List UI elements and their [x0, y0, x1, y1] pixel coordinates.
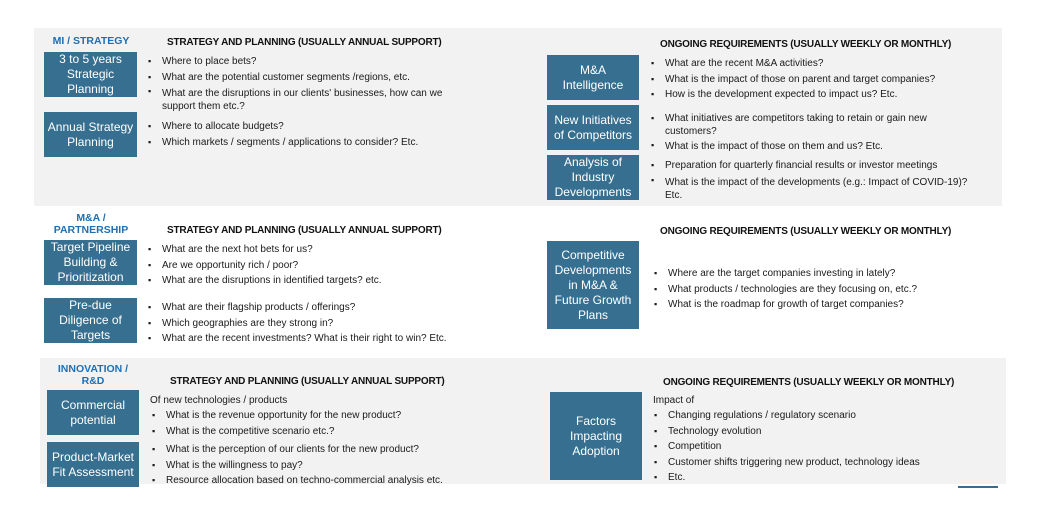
strategy-header: STRATEGY AND PLANNING (USUALLY ANNUAL SUPPORT)	[167, 37, 442, 48]
list-item: ▪ What are the disruptions in our clients' businesses, how can we support them etc.?	[146, 85, 466, 113]
section-label-mi-strategy: MI / STRATEGY	[52, 35, 130, 47]
list-item: ▪ What is the impact of the developments (e.g.: Impact of COVID-19)? Etc.	[649, 174, 979, 202]
list-item: ▪ What products / technologies are they focusing on, etc.?	[652, 282, 972, 298]
ongoing-header: ONGOING REQUIREMENTS (USUALLY WEEKLY OR MONTHLY)	[660, 39, 952, 50]
bullets-strategic-planning	[146, 54, 466, 113]
list-item: ▪ Competition	[652, 439, 972, 455]
list-item: ▪ Resource allocation based on techno-commercial analysis etc.	[150, 473, 470, 489]
list-item: ▪ What are the potential customer segments /regions, etc.	[146, 70, 466, 86]
section-label-innovation-rd: INNOVATION / R&D	[57, 363, 129, 387]
list-item: ▪ What are the recent investments? What is their right to win? Etc.	[146, 331, 476, 347]
list-item: ▪ What is the impact of those on them and us? Etc.	[649, 138, 969, 155]
list-item: ▪ Changing regulations / regulatory scenario	[652, 408, 972, 424]
box-3-5-year-strategic-planning: 3 to 5 years Strategic Planning	[44, 52, 137, 97]
list-item: ▪ What is the willingness to pay?	[150, 458, 470, 474]
list-item: ▪ How is the development expected to impact us? Etc.	[649, 87, 979, 103]
list-item: ▪ Which markets / segments / applications to consider? Etc.	[146, 135, 466, 151]
list-item: ▪ What is the revenue opportunity for the new product?	[150, 408, 470, 424]
list-item: ▪ What are the disruptions in identified targets? etc.	[146, 273, 466, 289]
box-commercial-potential: Commercial potential	[47, 390, 139, 435]
list-item: ▪ Which geographies are they strong in?	[146, 316, 476, 332]
list-item: ▪ What are the next hot bets for us?	[146, 242, 466, 258]
list-item: ▪ What are their flagship products / offerings?	[146, 300, 476, 316]
bullets-product-market-fit	[150, 442, 470, 489]
list-item: ▪ Where to allocate budgets?	[146, 119, 466, 135]
list-item: ▪ What is the competitive scenario etc.?	[150, 424, 470, 440]
list-item: ▪ Are we opportunity rich / poor?	[146, 258, 466, 274]
box-factors-impacting-adoption: Factors Impacting Adoption	[550, 392, 642, 480]
box-product-market-fit: Product-Market Fit Assessment	[47, 442, 139, 487]
ongoing-header: ONGOING REQUIREMENTS (USUALLY WEEKLY OR MONTHLY)	[660, 226, 952, 237]
bullets-new-initiatives	[649, 112, 969, 155]
box-ma-intelligence: M&A Intelligence	[547, 55, 639, 100]
strategy-header: STRATEGY AND PLANNING (USUALLY ANNUAL SUPPORT)	[170, 376, 445, 387]
box-analysis-of-industry-developments: Analysis of Industry Developments	[547, 155, 639, 200]
bullets-industry-developments	[649, 158, 979, 202]
bullets-ma-intelligence	[649, 56, 979, 103]
list-item: ▪ Where are the target companies investing in lately?	[652, 266, 972, 282]
box-competitive-developments: Competitive Developments in M&A & Future Growth Plans	[547, 241, 639, 329]
bullets-factors-impacting-adoption	[652, 408, 972, 486]
box-target-pipeline-building: Target Pipeline Building & Prioritization	[44, 240, 137, 285]
section-label-ma-partnership: M&A / PARTNERSHIP	[53, 212, 129, 236]
list-item: ▪ Technology evolution	[652, 424, 972, 440]
list-item: ▪ What is the roadmap for growth of target companies?	[652, 297, 972, 313]
list-item: ▪ What are the recent M&A activities?	[649, 56, 979, 72]
bullets-commercial-potential	[150, 408, 470, 439]
list-item: ▪ Preparation for quarterly financial results or investor meetings	[649, 158, 979, 174]
list-item: ▪ What initiatives are competitors taking to retain or gain new customers?	[649, 112, 969, 138]
innovation-left-intro: Of new technologies / products	[150, 395, 288, 406]
list-item: ▪ What is the impact of those on parent and target companies?	[649, 72, 979, 88]
bullets-target-pipeline	[146, 242, 466, 289]
list-item: ▪ Customer shifts triggering new product, technology ideas	[652, 455, 972, 471]
box-pre-due-diligence: Pre-due Diligence of Targets	[44, 298, 137, 343]
box-new-initiatives-of-competitors: New Initiatives of Competitors	[547, 105, 639, 150]
innovation-right-intro: Impact of	[653, 395, 695, 406]
decorative-bar	[958, 486, 998, 488]
strategy-header: STRATEGY AND PLANNING (USUALLY ANNUAL SUPPORT)	[167, 225, 442, 236]
bullets-competitive-developments	[652, 266, 972, 313]
list-item: ▪ What is the perception of our clients for the new product?	[150, 442, 470, 458]
list-item: ▪ Etc.	[652, 470, 972, 486]
bullets-pre-due-diligence	[146, 300, 476, 347]
ongoing-header: ONGOING REQUIREMENTS (USUALLY WEEKLY OR MONTHLY)	[663, 377, 955, 388]
bullets-annual-strategy	[146, 119, 466, 150]
box-annual-strategy-planning: Annual Strategy Planning	[44, 112, 137, 157]
list-item: ▪ Where to place bets?	[146, 54, 466, 70]
